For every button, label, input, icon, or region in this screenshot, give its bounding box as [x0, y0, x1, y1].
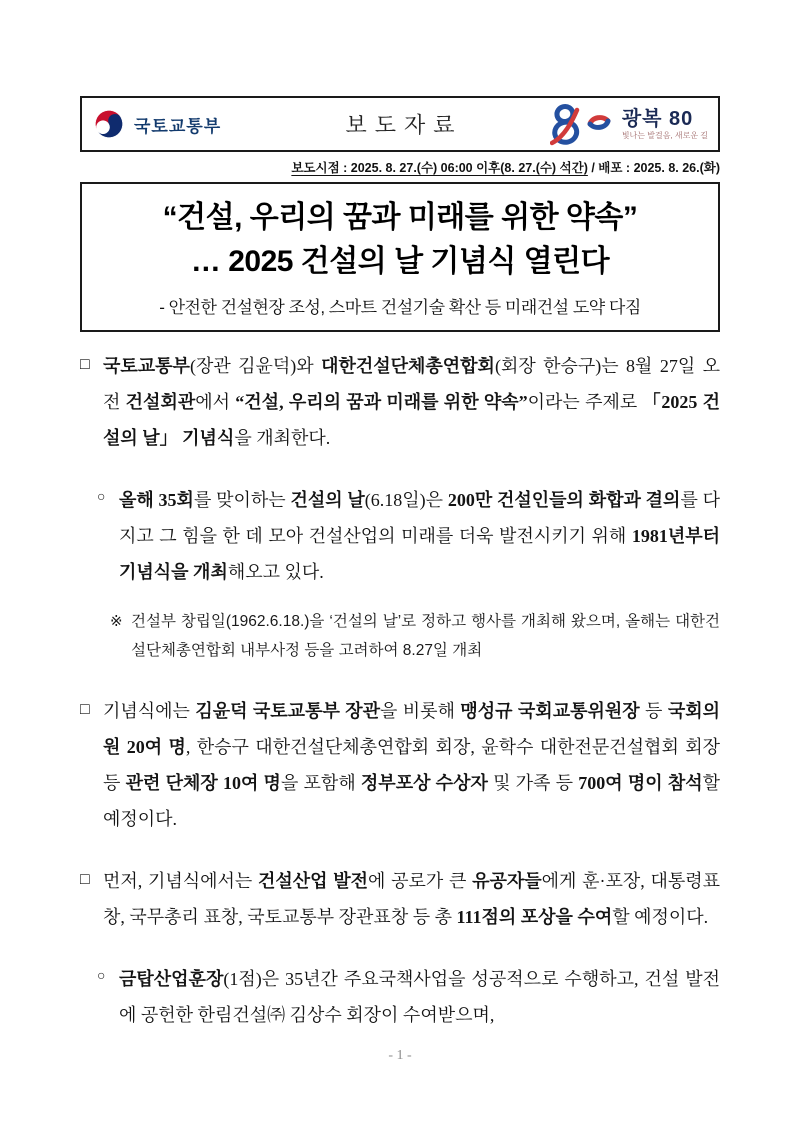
headline-line2: … 2025 건설의 날 기념식 열린다 [190, 244, 610, 278]
ministry-logo [92, 107, 221, 141]
release-timing-line [80, 158, 720, 176]
headline-subtitle: - 안전한 건설현장 조성, 스마트 건설기술 확산 등 미래건설 도약 다짐 [159, 298, 641, 317]
headline-line1: “건설, 우리의 꿈과 미래를 위한 약속” [162, 201, 638, 234]
gwangbok80-emblem-icon [550, 102, 616, 146]
bullet-marker: ※ [110, 613, 123, 630]
paragraph-text: 금탑산업훈장(1점)은 35년간 주요국책사업을 성공적으로 수행하고, 건설 발전에 공헌한 한림건설㈜ 김상수 회장이 수여받으며, [119, 969, 720, 1026]
paragraph-text: 국토교통부(장관 김윤덕)와 대한건설단체총연합회(회장 한승구)는 8월 27일 오전 건설회관에서 “건설, 우리의 꿈과 미래를 위한 약속”이라는 주제로 「2025 건설의 날」 기념식을 개최한다. [103, 356, 721, 448]
paragraph [97, 482, 720, 590]
ministry-name: 국토교통부 [134, 116, 222, 136]
paragraph [110, 608, 720, 665]
page-number: - 1 - [388, 1048, 412, 1063]
paragraph [97, 961, 720, 1033]
body-paragraphs [80, 348, 720, 1051]
title-box [80, 182, 720, 332]
release-timing-underlined: 보도시점 : 2025. 8. 27.(수) 06:00 이후(8. 27.(수) 석간) [291, 161, 588, 175]
bullet-marker: □ [80, 871, 90, 889]
paragraph [80, 863, 720, 935]
emblem-slogan: 빛나는 발걸음, 새로운 길 [621, 130, 708, 140]
molit-taegeuk-icon [92, 107, 126, 141]
paragraph [80, 348, 720, 456]
paragraph-text: 기념식에는 김윤덕 국토교통부 장관을 비롯해 맹성규 국회교통위원장 등 국회의원 20여 명, 한승구 대한건설단체총연합회 회장, 윤학수 대한전문건설협회 회장 등 관련 단체장 10여 명을 포함해 정부포상 수상자 및 가족 등 700여 명이 참석할 예정이다. [103, 701, 720, 830]
emblem-title: 광복 80 [621, 107, 694, 130]
bullet-marker: ○ [97, 490, 106, 505]
bullet-marker: □ [80, 701, 90, 719]
paragraph-text: 건설부 창립일(1962.6.18.)을 ‘건설의 날’로 정하고 행사를 개최해 왔으며, 올해는 대한건설단체총연합회 내부사정 등을 고려하여 8.27일 개최 [131, 613, 720, 659]
release-timing-rest: / 배포 : 2025. 8. 26.(화) [587, 161, 720, 175]
emblem-texts [622, 108, 708, 141]
header-box [80, 96, 720, 152]
paragraph-text: 먼저, 기념식에서는 건설산업 발전에 공로가 큰 유공자들에게 훈·포장, 대통령표창, 국무총리 표창, 국토교통부 장관표창 등 총 111점의 포상을 수여할 예정이다. [103, 871, 720, 928]
bullet-marker: ○ [97, 969, 106, 985]
bullet-marker: □ [80, 356, 90, 373]
gwangbok80-emblem [550, 102, 708, 146]
paragraph [80, 693, 720, 837]
paragraph-text: 올해 35회를 맞이하는 건설의 날(6.18일)은 200만 건설인들의 화합과 결의를 다지고 그 힘을 한 데 모아 건설산업의 미래를 더욱 발전시키기 위해 1981년부터 기념식을 개최해오고 있다. [119, 490, 720, 582]
doc-type-label: 보도자료 [345, 112, 463, 138]
